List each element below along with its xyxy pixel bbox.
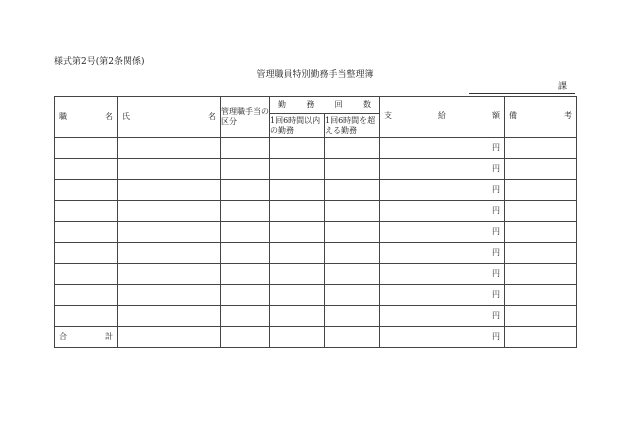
header-within-6h: 1回6時間以内の勤務 (270, 114, 325, 138)
cell-over-6h[interactable] (325, 306, 380, 327)
cell-amount[interactable] (380, 222, 505, 243)
cell-over-6h[interactable] (325, 285, 380, 306)
cell-kubun[interactable] (221, 159, 270, 180)
header-kinmu-kaisu: 勤 務 回 数 (270, 97, 380, 114)
table-row (55, 138, 577, 159)
cell-shimei[interactable] (118, 264, 221, 285)
table-row (55, 201, 577, 222)
table-row (55, 243, 577, 264)
cell-within-6h[interactable] (270, 138, 325, 159)
cell-biko[interactable] (505, 180, 577, 201)
header-shimei: 氏 名 (118, 97, 221, 138)
cell-within-6h[interactable] (270, 264, 325, 285)
cell-shimei[interactable] (118, 243, 221, 264)
table-row (55, 159, 577, 180)
cell-within-6h[interactable] (270, 159, 325, 180)
cell-biko[interactable] (505, 285, 577, 306)
cell-kubun[interactable] (221, 306, 270, 327)
cell-within-6h[interactable] (270, 306, 325, 327)
cell-amount[interactable] (380, 180, 505, 201)
cell-within-6h[interactable] (270, 201, 325, 222)
cell-shokumei[interactable] (55, 159, 118, 180)
cell-over-6h[interactable] (325, 180, 380, 201)
department-suffix: 課 (557, 82, 567, 92)
cell-amount[interactable] (380, 243, 505, 264)
cell-kubun[interactable] (221, 201, 270, 222)
total-cell-within-6h[interactable] (270, 327, 325, 348)
cell-over-6h[interactable] (325, 222, 380, 243)
cell-biko[interactable] (505, 138, 577, 159)
table-row (55, 222, 577, 243)
yen-unit: 円 (492, 185, 500, 194)
cell-shokumei[interactable] (55, 306, 118, 327)
cell-kubun[interactable] (221, 180, 270, 201)
cell-biko[interactable] (505, 243, 577, 264)
yen-unit: 円 (492, 311, 500, 320)
cell-kubun[interactable] (221, 222, 270, 243)
yen-unit: 円 (492, 248, 500, 257)
department-field[interactable] (469, 82, 575, 94)
cell-shokumei[interactable] (55, 222, 118, 243)
cell-over-6h[interactable] (325, 138, 380, 159)
cell-biko[interactable] (505, 159, 577, 180)
table-row (55, 306, 577, 327)
header-shikyu-gaku: 支 給 額 (380, 97, 505, 138)
cell-shokumei[interactable] (55, 180, 118, 201)
cell-amount[interactable] (380, 306, 505, 327)
yen-unit: 円 (492, 164, 500, 173)
cell-shimei[interactable] (118, 285, 221, 306)
total-cell-over-6h[interactable] (325, 327, 380, 348)
cell-over-6h[interactable] (325, 159, 380, 180)
table-row (55, 285, 577, 306)
header-shokumei: 職 名 (55, 97, 118, 138)
table-row (55, 180, 577, 201)
cell-within-6h[interactable] (270, 285, 325, 306)
total-label: 合 計 (55, 327, 118, 348)
header-biko: 備 考 (505, 97, 577, 138)
header-over-6h: 1回6時間を超える勤務 (325, 114, 380, 138)
document-title: 管理職員特別勤務手当整理簿 (256, 70, 374, 80)
yen-unit: 円 (492, 143, 500, 152)
cell-within-6h[interactable] (270, 180, 325, 201)
table-row (55, 264, 577, 285)
yen-unit: 円 (492, 206, 500, 215)
cell-kubun[interactable] (221, 138, 270, 159)
total-row (55, 327, 577, 348)
cell-within-6h[interactable] (270, 222, 325, 243)
cell-biko[interactable] (505, 264, 577, 285)
cell-kubun[interactable] (221, 264, 270, 285)
cell-amount[interactable] (380, 138, 505, 159)
form-number: 様式第2号(第2条関係) (54, 57, 145, 67)
cell-shokumei[interactable] (55, 285, 118, 306)
allowance-ledger-table (54, 96, 577, 348)
cell-amount[interactable] (380, 159, 505, 180)
cell-over-6h[interactable] (325, 201, 380, 222)
yen-unit: 円 (492, 227, 500, 236)
cell-shokumei[interactable] (55, 264, 118, 285)
cell-shimei[interactable] (118, 306, 221, 327)
cell-kubun[interactable] (221, 243, 270, 264)
cell-within-6h[interactable] (270, 243, 325, 264)
total-cell-shimei[interactable] (118, 327, 221, 348)
yen-unit: 円 (492, 290, 500, 299)
cell-shokumei[interactable] (55, 201, 118, 222)
total-cell-kubun[interactable] (221, 327, 270, 348)
cell-shimei[interactable] (118, 201, 221, 222)
cell-shimei[interactable] (118, 180, 221, 201)
cell-biko[interactable] (505, 306, 577, 327)
cell-amount[interactable] (380, 285, 505, 306)
cell-shimei[interactable] (118, 138, 221, 159)
cell-biko[interactable] (505, 222, 577, 243)
cell-biko[interactable] (505, 201, 577, 222)
total-amount[interactable] (380, 327, 505, 348)
cell-amount[interactable] (380, 264, 505, 285)
yen-unit: 円 (492, 332, 500, 341)
cell-kubun[interactable] (221, 285, 270, 306)
cell-shimei[interactable] (118, 159, 221, 180)
cell-over-6h[interactable] (325, 264, 380, 285)
total-cell-biko[interactable] (505, 327, 577, 348)
cell-shimei[interactable] (118, 222, 221, 243)
header-kubun: 管理職手当の区分 (221, 97, 270, 138)
yen-unit: 円 (492, 269, 500, 278)
header-row-1 (55, 97, 577, 114)
cell-shokumei[interactable] (55, 243, 118, 264)
cell-amount[interactable] (380, 201, 505, 222)
cell-shokumei[interactable] (55, 138, 118, 159)
cell-over-6h[interactable] (325, 243, 380, 264)
